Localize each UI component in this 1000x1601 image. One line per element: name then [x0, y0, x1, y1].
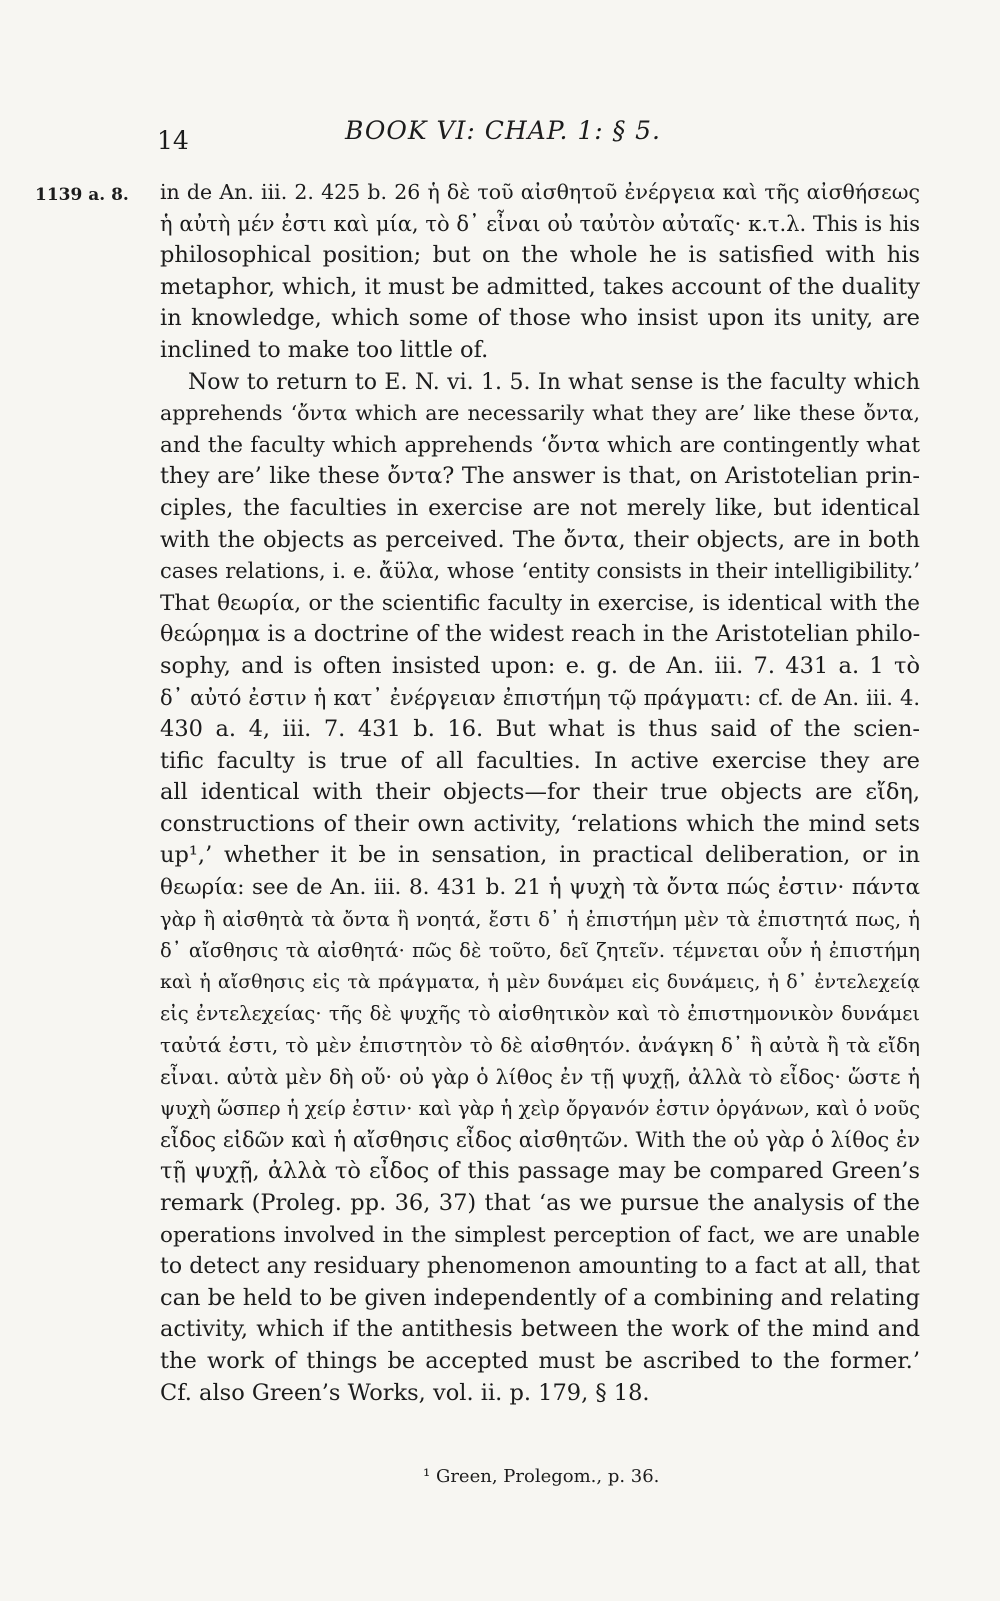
text-line: That θεωρία, or the scientific faculty in exercise, is identical with the — [160, 590, 920, 616]
text-line: philosophical position; but on the whole he is satisfied with his — [160, 242, 920, 269]
text-line: tific faculty is true of all faculties. In active exercise they are — [160, 747, 920, 774]
text-line: remark (Proleg. pp. 36, 37) that ‘as we pursue the analysis of the — [160, 1190, 920, 1216]
margin-reference: 1139 a. 8. — [35, 185, 129, 205]
text-line: in de An. iii. 2. 425 b. 26 ἡ δὲ τοῦ αἰσθητοῦ ἐνέργεια καὶ τῆς αἰσθήσεως — [160, 180, 920, 204]
text-line: activity, which if the antithesis between the work of the mind and — [160, 1316, 920, 1343]
footnote: ¹ Green, Prolegom., p. 36. — [423, 1466, 660, 1487]
text-line: operations involved in the simplest perception of fact, we are unable — [160, 1222, 920, 1248]
text-line: metaphor, which, it must be admitted, takes account of the duality — [160, 273, 920, 300]
body-text — [160, 177, 920, 1409]
text-line: they are’ like these ὄντα? The answer is that, on Aristotelian prin- — [160, 463, 920, 490]
text-line: θεώρημα is a doctrine of the widest reach in the Aristotelian philo- — [160, 621, 921, 648]
text-line: in knowledge, which some of those who insist upon its unity, are — [160, 305, 920, 332]
text-line: cases relations, i. e. ἄϋλα, whose ‘entity consists in their intelligibility.’ — [160, 559, 920, 584]
page-header — [157, 108, 917, 155]
text-line: Now to return to E. N. vi. 1. 5. In what sense is the faculty which — [188, 369, 920, 395]
text-line: καὶ ἡ αἴσθησις εἰς τὰ πράγματα, ἡ μὲν δυνάμει εἰς δυνάμεις, ἡ δ᾽ ἐντελεχείᾳ — [160, 970, 920, 993]
text-line: ταὐτά ἐστι, τὸ μὲν ἐπιστητὸν τὸ δὲ αἰσθητόν. ἀνάγκη δ᾽ ἢ αὐτὰ ἢ τὰ εἴδη — [160, 1033, 920, 1058]
text-line: to detect any residuary phenomenon amounting to a fact at all, that — [160, 1254, 920, 1280]
text-line: the work of things be accepted must be ascribed to the former.’ — [160, 1347, 920, 1374]
text-line: ἡ αὐτὴ μέν ἐστι καὶ μία, τὸ δ᾽ εἶναι οὐ ταὐτὸν αὐταῖς· κ.τ.λ. This is his — [160, 211, 920, 236]
running-title: BOOK VI: CHAP. 1: § 5. — [345, 116, 661, 145]
text-line: γὰρ ἢ αἰσθητὰ τὰ ὄντα ἢ νοητά, ἔστι δ᾽ ἡ ἐπιστήμη μὲν τὰ ἐπιστητά πως, ἡ — [160, 907, 920, 931]
text-line: εἶναι. αὐτὰ μὲν δὴ οὔ· οὐ γὰρ ὁ λίθος ἐν τῇ ψυχῇ, ἀλλὰ τὸ εἶδος· ὥστε ἡ — [160, 1064, 920, 1089]
text-line: sophy, and is often insisted upon: e. g. de An. iii. 7. 431 a. 1 τὸ — [160, 652, 920, 679]
text-line: constructions of their own activity, ‘relations which the mind sets — [160, 810, 920, 837]
text-line: δ᾽ αὐτό ἐστιν ἡ κατ᾽ ἐνέργειαν ἐπιστήμη τῷ πράγματι: cf. de An. iii. 4. — [160, 685, 920, 710]
text-line: εἶδος εἰδῶν καὶ ἡ αἴσθησις εἶδος αἰσθητῶν. With the οὐ γὰρ ὁ λίθος ἐν — [160, 1127, 920, 1152]
text-line: θεωρία: see de An. iii. 8. 431 b. 21 ἡ ψυχὴ τὰ ὄντα πώς ἐστιν· πάντα — [160, 875, 920, 901]
text-line: τῇ ψυχῇ, ἀλλὰ τὸ εἶδος of this passage may be compared Green’s — [160, 1158, 920, 1185]
text-line: 430 a. 4, iii. 7. 431 b. 16. But what is thus said of the scien- — [160, 716, 920, 743]
page-number: 14 — [157, 126, 189, 155]
text-line: δ᾽ αἴσθησις τὰ αἰσθητά· πῶς δὲ τοῦτο, δεῖ ζητεῖν. τέμνεται οὖν ἡ ἐπιστήμη — [160, 939, 920, 963]
text-line: ψυχὴ ὥσπερ ἡ χείρ ἐστιν· καὶ γὰρ ἡ χεὶρ ὄργανόν ἐστιν ὀργάνων, καὶ ὁ νοῦς — [160, 1097, 920, 1121]
text-line: can be held to be given independently of a combining and relating — [160, 1284, 920, 1311]
text-line: apprehends ‘ὄντα which are necessarily what they are’ like these ὄντα, — [160, 401, 920, 426]
text-line: ciples, the faculties in exercise are not merely like, but identical — [160, 494, 920, 521]
text-line: Cf. also Green’s Works, vol. ii. p. 179, § 18. — [160, 1379, 650, 1406]
text-line: up¹,’ whether it be in sensation, in practical deliberation, or in — [160, 842, 920, 869]
text-line: with the objects as perceived. The ὄντα, their objects, are in both — [160, 526, 920, 553]
text-line: and the faculty which apprehends ‘ὄντα which are contingently what — [160, 432, 920, 458]
text-line: εἰς ἐντελεχείας· τῆς δὲ ψυχῆς τὸ αἰσθητικὸν καὶ τὸ ἐπιστημονικὸν δυνάμει — [160, 1002, 920, 1026]
text-line: inclined to make too little of. — [160, 336, 489, 363]
text-line: all identical with their objects—for their true objects are εἴδη, — [160, 779, 920, 806]
